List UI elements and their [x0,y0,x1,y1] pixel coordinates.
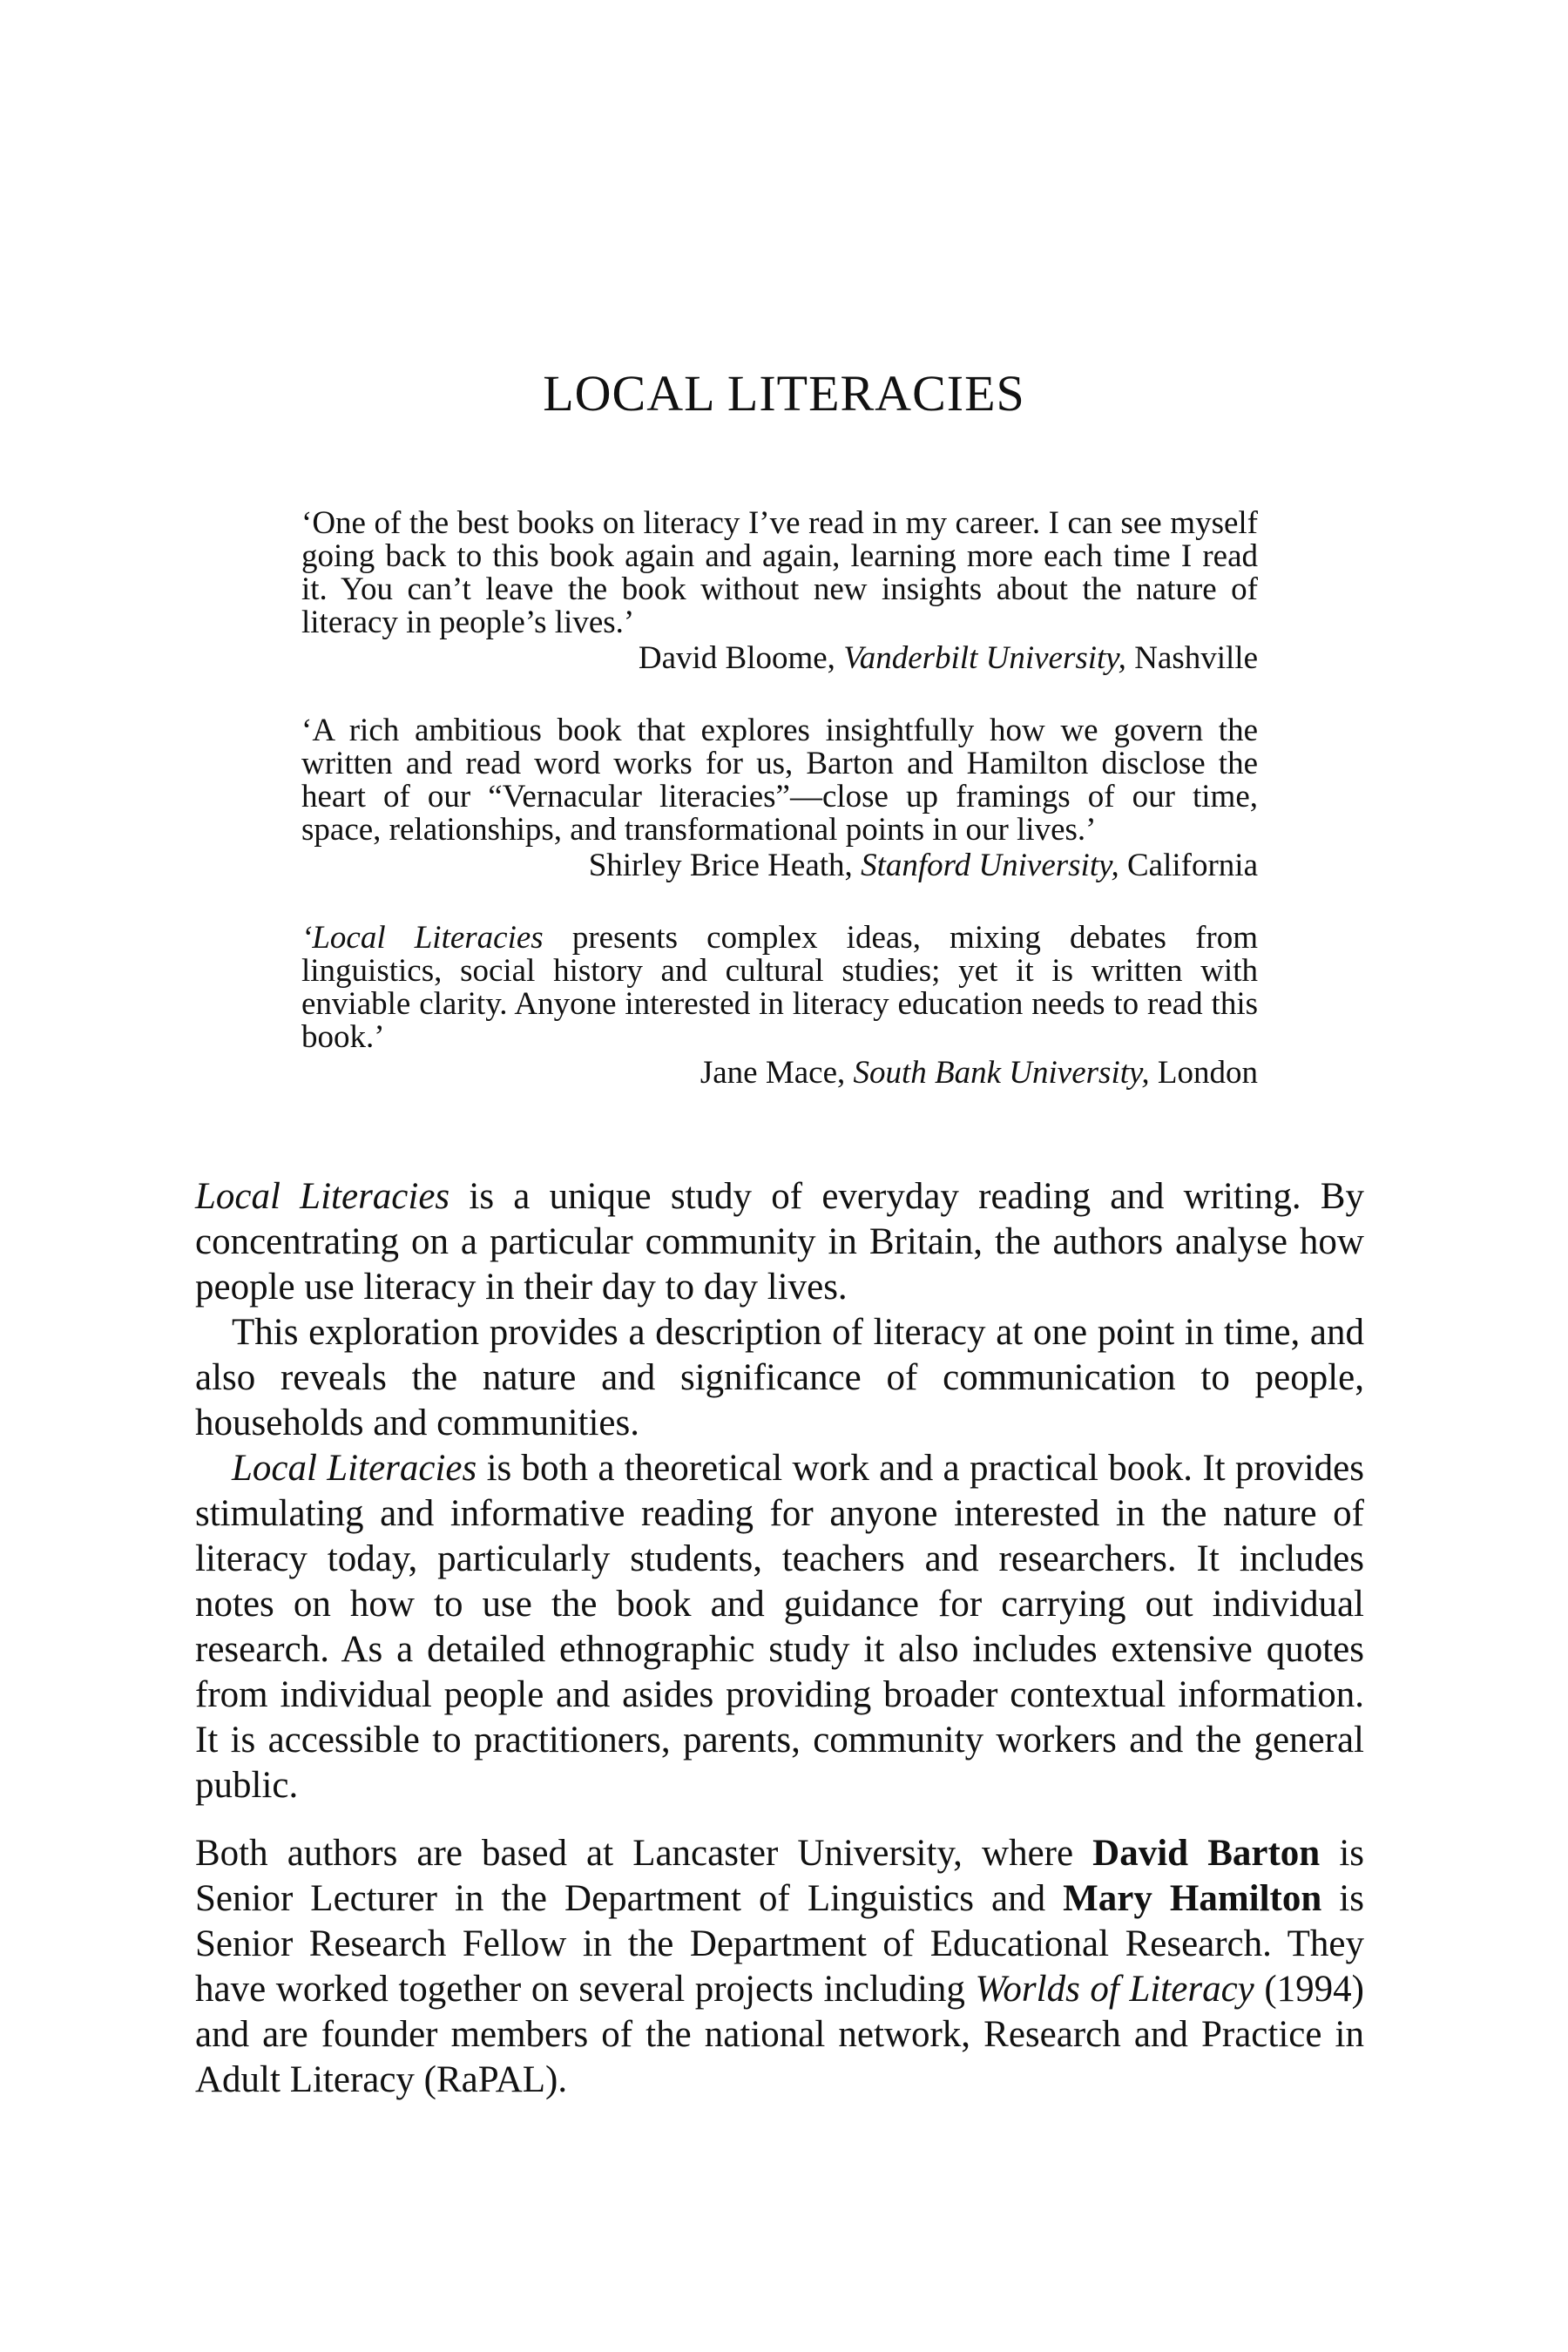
book-title-italic: Local Literacies [195,1176,450,1217]
quote-institution: South Bank University, [853,1055,1150,1091]
author-bio-paragraph [195,1831,1364,2103]
quote-text: ‘One of the best books on literacy I’ve read in my career. I can see myself going back to this book again and again, learning more each time I read it. You can’t leave the book without new insights about the nature of literacy in people’s lives.’ [301,505,1258,640]
page-title: LOCAL LITERACIES [543,365,1025,422]
bio-text: is Senior Lecturer in the Department of Linguistics and [195,1833,1364,1919]
description-paragraph [195,1446,1364,1808]
bio-text: Both authors are based at Lancaster University, where [195,1833,1093,1874]
quote-attribution [301,641,1258,676]
quote-institution: Stanford University, [861,848,1119,883]
description-paragraph [195,1310,1364,1446]
quote-text: ‘A rich ambitious book that explores insightfully how we govern the written and read word works for us, Barton and Hamilton disclose the heart of our “Vernacular literacies”—close up framings of our time, space, relationships, and transformational points in our lives.’ [301,713,1258,848]
endorsement-quote [301,714,1258,883]
author-name: Mary Hamilton [1063,1878,1322,1919]
quote-place: California [1126,848,1258,883]
endorsement-quote [301,922,1258,1091]
book-reference: Worlds of Literacy [975,1969,1254,2010]
quote-attribution [301,1056,1258,1091]
bio-text: (1994) and are founder members of the national network, Research and Practice in Adult Literacy (RaPAL). [195,1969,1364,2100]
quote-body: presents complex ideas, mixing debates from linguistics, social history and cultural studies; yet it is written with enviable clarity. Anyone interested in literacy education needs to read this book.’ [301,920,1258,1055]
quote-text [301,922,1258,1054]
description-text: is a unique study of everyday reading and writing. By concentrating on a particular community in Britain, the authors analyse how people use literacy in their day to day lives. [195,1176,1364,1308]
author-name: David Barton [1092,1833,1321,1874]
quote-place: London [1157,1055,1258,1091]
quote-place: Nashville [1134,640,1258,676]
quote-author: David Bloome, [638,640,835,676]
bio-text: is Senior Research Fellow in the Department of Educational Research. They have worked together on several projects including [195,1878,1364,2010]
book-title-italic: Local Literacies [232,1448,477,1489]
description-text: is both a theoretical work and a practical book. It provides stimulating and informative reading for anyone interested in the nature of literacy today, particularly students, teachers and researchers. It includes notes on how to use the book and guidance for carrying out individual research. As a detailed ethnographic study it also includes extensive quotes from individual people and asides providing broader contextual information. It is accessible to practitioners, parents, community workers and the general public. [195,1448,1364,1806]
quote-author: Jane Mace, [700,1055,846,1091]
quote-book-title: ‘Local Literacies [301,920,544,956]
endorsements [301,507,1258,1129]
book-description [195,1174,1364,1808]
quote-institution: Vanderbilt University, [843,640,1126,676]
description-paragraph [195,1174,1364,1310]
quote-attribution [301,848,1258,883]
author-bio [195,1831,1364,2103]
endorsement-quote [301,507,1258,676]
quote-author: Shirley Brice Heath, [588,848,853,883]
description-text: This exploration provides a description of literacy at one point in time, and also reveals the nature and significance of communication to people, households and communities. [195,1312,1364,1443]
